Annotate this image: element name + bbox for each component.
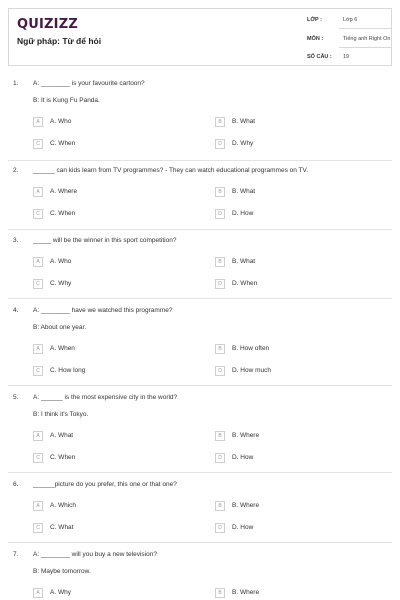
option-key: B [215,588,225,598]
question-response-line: B: Maybe tomorrow. [33,568,91,575]
question-number: 3. [13,237,19,244]
question-text: A: ______ is the most expensive city in the world? [33,394,178,401]
question-divider [8,298,392,299]
option-label: C. Why [50,280,72,287]
option-label: D. When [232,280,258,287]
option-key: C [33,139,43,149]
meta-row-subject [297,30,393,49]
question-divider [8,542,392,543]
option-label: C. When [50,140,76,147]
option-key: C [33,523,43,533]
meta-value: Tiếng anh Right On [343,36,391,42]
question-number: 7. [13,551,19,558]
question-text: ______ can kids learn from TV programmes? - They can watch educational programmes on TV. [33,167,309,174]
question-divider [8,472,392,473]
question-number: 6. [13,481,19,488]
option-key: D [215,366,225,376]
option-label: A. Which [50,502,77,509]
option-label: D. How [232,454,254,461]
option-key: A [33,257,43,267]
option-label: C. How long [50,367,86,374]
question-response-line: B: About one year. [33,324,87,331]
question-divider [8,229,392,230]
option-key: D [215,209,225,219]
question-text: A: ________ is your favourite cartoon? [33,80,145,87]
option-key: A [33,588,43,598]
meta-value: 19 [343,54,350,60]
option-key: D [215,279,225,289]
option-label: B. How often [232,345,270,352]
option-label: B. What [232,188,256,195]
option-key: C [33,453,43,463]
option-label: A. What [50,432,74,439]
question-response-line: B: I think it's Tokyo. [33,411,89,418]
option-label: A. Why [50,589,71,596]
meta-row-class [297,11,393,30]
worksheet-header [8,8,392,66]
option-key: B [215,187,225,197]
question-text: ______picture do you prefer, this one or that one? [33,481,177,488]
question-number: 5. [13,394,19,401]
question-text: A: ________ have we watched this programme? [33,307,173,314]
option-key: A [33,187,43,197]
option-label: B. What [232,118,256,125]
option-label: B. Where [232,589,260,596]
question-response-line: B: It is Kung Fu Panda. [33,97,100,104]
meta-label: MÔN : [307,36,324,42]
option-key: B [215,501,225,511]
worksheet-title: Ngữ pháp: Từ để hỏi [17,36,102,46]
option-label: B. What [232,258,256,265]
option-key: D [215,523,225,533]
option-key: C [33,366,43,376]
meta-label: LỚP : [307,17,322,23]
meta-label: SỐ CÂU : [307,54,332,60]
meta-underline [339,28,391,29]
option-key: D [215,139,225,149]
option-key: B [215,431,225,441]
option-label: B. Where [232,502,260,509]
option-key: A [33,501,43,511]
option-key: B [215,344,225,354]
question-text: _____ will be the winner in this sport competition? [33,237,177,244]
option-label: D. How [232,524,254,531]
question-divider [8,160,392,161]
option-label: D. Why [232,140,254,147]
option-key: B [215,257,225,267]
option-label: A. Who [50,118,72,125]
option-label: A. Who [50,258,72,265]
meta-value: Lớp 6 [343,17,358,23]
option-key: C [33,209,43,219]
option-label: B. Where [232,432,260,439]
option-label: C. What [50,524,74,531]
meta-underline [339,65,391,66]
question-divider [8,385,392,386]
quizizz-logo: QUIZIZZ [17,17,78,32]
option-label: A. Where [50,188,78,195]
option-key: C [33,279,43,289]
option-label: A. When [50,345,75,352]
meta-row-question-count [297,48,393,67]
option-key: D [215,453,225,463]
question-text: A: ________ will you buy a new television? [33,551,157,558]
option-key: A [33,117,43,127]
option-label: C. When [50,454,76,461]
option-key: A [33,344,43,354]
question-number: 4. [13,307,19,314]
option-label: C. When [50,210,76,217]
option-label: D. How [232,210,254,217]
option-label: D. How much [232,367,272,374]
question-number: 1. [13,80,19,87]
question-number: 2. [13,167,19,174]
option-key: B [215,117,225,127]
option-key: A [33,431,43,441]
worksheet-meta [297,9,393,67]
